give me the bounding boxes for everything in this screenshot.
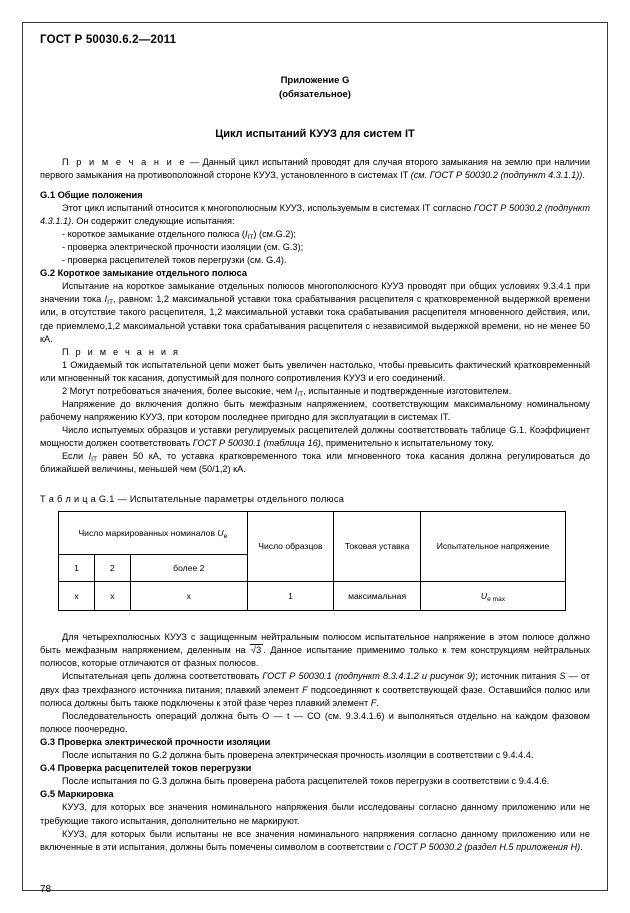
section-g1-p1: Этот цикл испытаний относится к многополюсным КУУЗ, используемым в системах IT согласно ГОСТ Р 50030.2 (подпункт 4.3.1.1). Он содержит следующие испытания: bbox=[40, 202, 590, 226]
table-cell-3: x bbox=[130, 582, 247, 611]
table-cell-6: $U_{e max}$ bbox=[421, 582, 566, 611]
table-header-row bbox=[59, 512, 566, 555]
annex-heading bbox=[40, 74, 590, 102]
annex-sublabel: (обязательное) bbox=[279, 88, 351, 100]
section-g5-p2: КУУЗ, для которых были испытаны не все значения номинального напряжения согласно данному приложению или не включенные в эти испытания, должны быть помечены символом в соответствии с ГОСТ Р 50030.2 (раздел Н.5 приложения Н). bbox=[40, 828, 590, 852]
section-g3-heading: G.3 Проверка электрической прочности изоляции bbox=[40, 736, 271, 747]
page-title: Цикл испытаний КУУЗ для систем IT bbox=[215, 127, 415, 140]
note-2: 2 Могут потребоваться значения, более высокие, чем $I_{IT}$, испытанные и подтвержденные изготовителем. bbox=[62, 385, 512, 398]
table-caption: Т а б л и ц а G.1 — Испытательные параметры отдельного полюса bbox=[40, 494, 345, 505]
table-header-setting: Токовая уставка bbox=[334, 512, 421, 582]
page-number: 78 bbox=[40, 884, 52, 895]
table-header-group: Число маркированных номиналов $U_e$ bbox=[59, 512, 248, 555]
section-g2-p7: Последовательность операций должна быть О — t — СО (см. 9.3.4.1.6) и выполняться отдельно на каждом фазовом полюсе поочередно. bbox=[40, 710, 590, 734]
page-content bbox=[40, 34, 590, 854]
section-g3-p1: После испытания по G.2 должна быть проверена электрическая прочность изоляции в соответствии с 9.4.4.4. bbox=[62, 749, 534, 760]
note-word: П р и м е ч а н и е bbox=[62, 156, 187, 167]
table-cell-2: x bbox=[94, 582, 130, 611]
table-row bbox=[59, 582, 566, 611]
section-g2-heading: G.2 Короткое замыкание отдельного полюса bbox=[40, 268, 248, 279]
table-header-voltage: Испытательное напряжение bbox=[421, 512, 566, 582]
note-1: 1 Ожидаемый ток испытательной цепи может быть увеличен настолько, чтобы превысить фактический кратковременный или мгновенный ток касания, допустимый для полного сопротивления КУУЗ и его соединений. bbox=[40, 359, 590, 383]
section-g2-p3: Число испытуемых образцов и уставки регулируемых расцепителей должны соответствовать таблице G.1. Коэффициент мощности должен соответствовать ГОСТ Р 50030.1 (таблица 16), применительно к испытательному току. bbox=[40, 425, 590, 449]
section-g5-p1: КУУЗ, для которых все значения номинального напряжения были исследованы согласно данному приложению или не требующие такого испытания, дополнительно не маркируют. bbox=[40, 802, 590, 826]
section-g2-p1: Испытание на короткое замыкание отдельных полюсов многополюсного КУУЗ проводят при общих условиях 9.3.4.1 при значении тока $I_{IT}$, равном: 1,2 максимальной уставки тока срабатывания расцепителя с кратковременной выдержкой времени или, в отсутствие такого расцепителя, 1,2 максимальной уставки тока срабатывания расцепителя мгновенного действия, или, где приемлемо,1,2 максимальной уставки тока срабатывания расцепителя с независимой выдержкой времени, но не менее 50 кА. bbox=[40, 281, 590, 344]
table-subheader-2: 2 bbox=[94, 555, 130, 582]
standard-header: ГОСТ Р 50030.6.2—2011 bbox=[40, 34, 177, 46]
section-g1-bullet-2: - проверка электрической прочности изоляции (см. G.3); bbox=[62, 242, 304, 253]
notes-heading: П р и м е ч а н и я bbox=[62, 346, 181, 357]
section-g1-bullet-3: - проверка расцепителей токов перегрузки (см. G.4). bbox=[62, 255, 287, 266]
section-g2-p4: Если $I_{IT}$ равен 50 кА, то уставка кратковременного тока или мгновенного тока касания должна регулироваться до ближайшей величины, меньшей чем (50/1,2) кА. bbox=[40, 451, 590, 475]
section-g1-bullet-1: - короткое замыкание отдельного полюса $(I_{IT})$ (см.G.2); bbox=[62, 228, 296, 241]
table-cell-1: x bbox=[59, 582, 95, 611]
note-intro: П р и м е ч а н и е — Данный цикл испытаний проводят для случая второго замыкания на землю при наличии первого замыкания на противоположной стороне КУУЗ, установленного в системах IT (см. ГОСТ Р 50030.2 (подпункт 4.3.1.1)). bbox=[40, 156, 590, 180]
section-g5-heading: G.5 Маркировка bbox=[40, 789, 114, 800]
table-header-samples: Число образцов bbox=[247, 512, 333, 582]
table-subheader-1: 1 bbox=[59, 555, 95, 582]
annex-label: Приложение G bbox=[280, 75, 350, 86]
table-subheader-3: более 2 bbox=[130, 555, 247, 582]
section-g2-p6: Испытательная цепь должна соответствовать ГОСТ Р 50030.1 (подпункт 8.3.4.1.2 и рисунок 9); источник питания S — от двух фаз трехфазного источника питания; плавкий элемент F подсоединяют к соответствующей фазе. Оставшийся полюс или полюса должны быть также подключены к этой фазе через плавкий элемент F. bbox=[40, 671, 590, 708]
table-cell-4: 1 bbox=[247, 582, 333, 611]
section-g4-p1: После испытания по G.3 должна быть проверена работа расцепителей токов перегрузки в соответствии с 9.4.4.6. bbox=[62, 776, 550, 787]
section-g1-heading: G.1 Общие положения bbox=[40, 189, 143, 200]
section-g4-heading: G.4 Проверка расцепителей токов перегрузки bbox=[40, 763, 252, 774]
test-parameters-table bbox=[58, 511, 566, 611]
section-g2-p2: Напряжение до включения должно быть межфазным напряжением, соответствующим максимальному номинальному рабочему напряжению КУУЗ, при котором последнее пригодно для эксплуатации в системах IT. bbox=[40, 398, 590, 422]
table-cell-5: максимальная bbox=[334, 582, 421, 611]
section-g2-p5: Для четырехполюсных КУУЗ с защищенным нейтральным полюсом испытательное напряжение в этом полюсе должно быть межфазным напряжением, деленным на √3 . Данное испытание применимо только к тем конструкциям нейтральных полюсов, которые отличаются от фазных полюсов. bbox=[40, 632, 590, 669]
